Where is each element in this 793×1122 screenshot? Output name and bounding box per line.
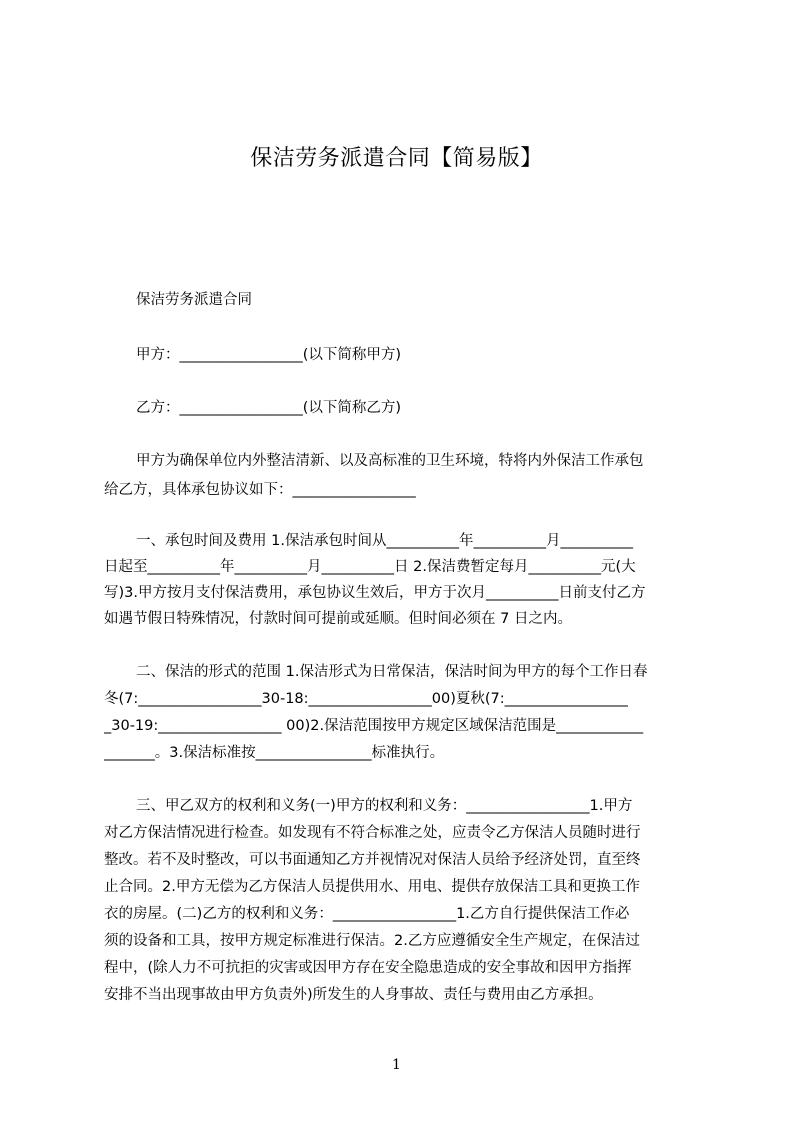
paragraph-line: 止合同。2.甲方无偿为乙方保洁人员提供用水、用电、提供存放保洁工具和更换工作 bbox=[104, 879, 640, 895]
paragraph-line: 如遇节假日特殊情况，付款时间可提前或延顺。但时间必须在 7 日之内。 bbox=[104, 611, 572, 627]
paragraph-line: 衣的房屋。(二)乙方的权利和义务：_________________1.乙方自行提供保洁工作必 bbox=[104, 906, 630, 922]
party-b-line: 乙方：_________________(以下简称乙方) bbox=[136, 400, 402, 416]
paragraph-line: 三、甲乙双方的权利和义务(一)甲方的权利和义务：_________________1.甲方 bbox=[136, 798, 633, 814]
paragraph-line: 一、承包时间及费用 1.保洁承包时间从__________年__________月__________ bbox=[136, 533, 633, 549]
paragraph-line: 给乙方，具体承包协议如下：_________________ bbox=[104, 482, 416, 498]
paragraph-line: 写)3.甲方按月支付保洁费用，承包协议生效后，甲方于次月__________日前支付乙方 bbox=[104, 585, 646, 601]
paragraph-line: 甲方为确保单位内外整洁清新、以及高标准的卫生环境，特将内外保洁工作承包 bbox=[136, 453, 644, 469]
paragraph-line: _______。3.保洁标准按________________标准执行。 bbox=[104, 745, 445, 761]
page-number: 1 bbox=[392, 1057, 401, 1073]
paragraph-line: 程中，(除人力不可抗拒的灾害或因甲方存在安全隐患造成的安全事故和因甲方指挥 bbox=[104, 960, 632, 976]
document-title: 保洁劳务派遣合同【简易版】 bbox=[250, 146, 543, 171]
paragraph-line: 冬(7:_________________30-18:_________________00)夏秋(7:_________________ bbox=[104, 691, 628, 707]
paragraph-line: 须的设备和工具，按甲方规定标准进行保洁。2.乙方应遵循安全生产规定，在保洁过 bbox=[104, 933, 640, 949]
heading-line: 保洁劳务派遣合同 bbox=[136, 292, 252, 308]
paragraph-line: 安排不当出现事故由甲方负责外)所发生的人身事故、责任与费用由乙方承担。 bbox=[104, 987, 603, 1003]
paragraph-line: 二、保洁的形式的范围 1.保洁形式为日常保洁，保洁时间为甲方的每个工作日春 bbox=[136, 664, 648, 680]
paragraph-line: 日起至__________年__________月__________日 2.保洁费暂定每月__________元(大 bbox=[104, 559, 636, 575]
paragraph-line: 对乙方保洁情况进行检查。如发现有不符合标准之处，应责令乙方保洁人员随时进行 bbox=[104, 825, 641, 841]
party-a-line: 甲方：_________________(以下简称甲方) bbox=[136, 347, 402, 363]
paragraph-line: _30-19:_________________ 00)2.保洁范围按甲方规定区域保洁范围是____________ bbox=[104, 718, 644, 734]
paragraph-line: 整改。若不及时整改，可以书面通知乙方并视情况对保洁人员给予经济处罚，直至终 bbox=[104, 852, 641, 868]
